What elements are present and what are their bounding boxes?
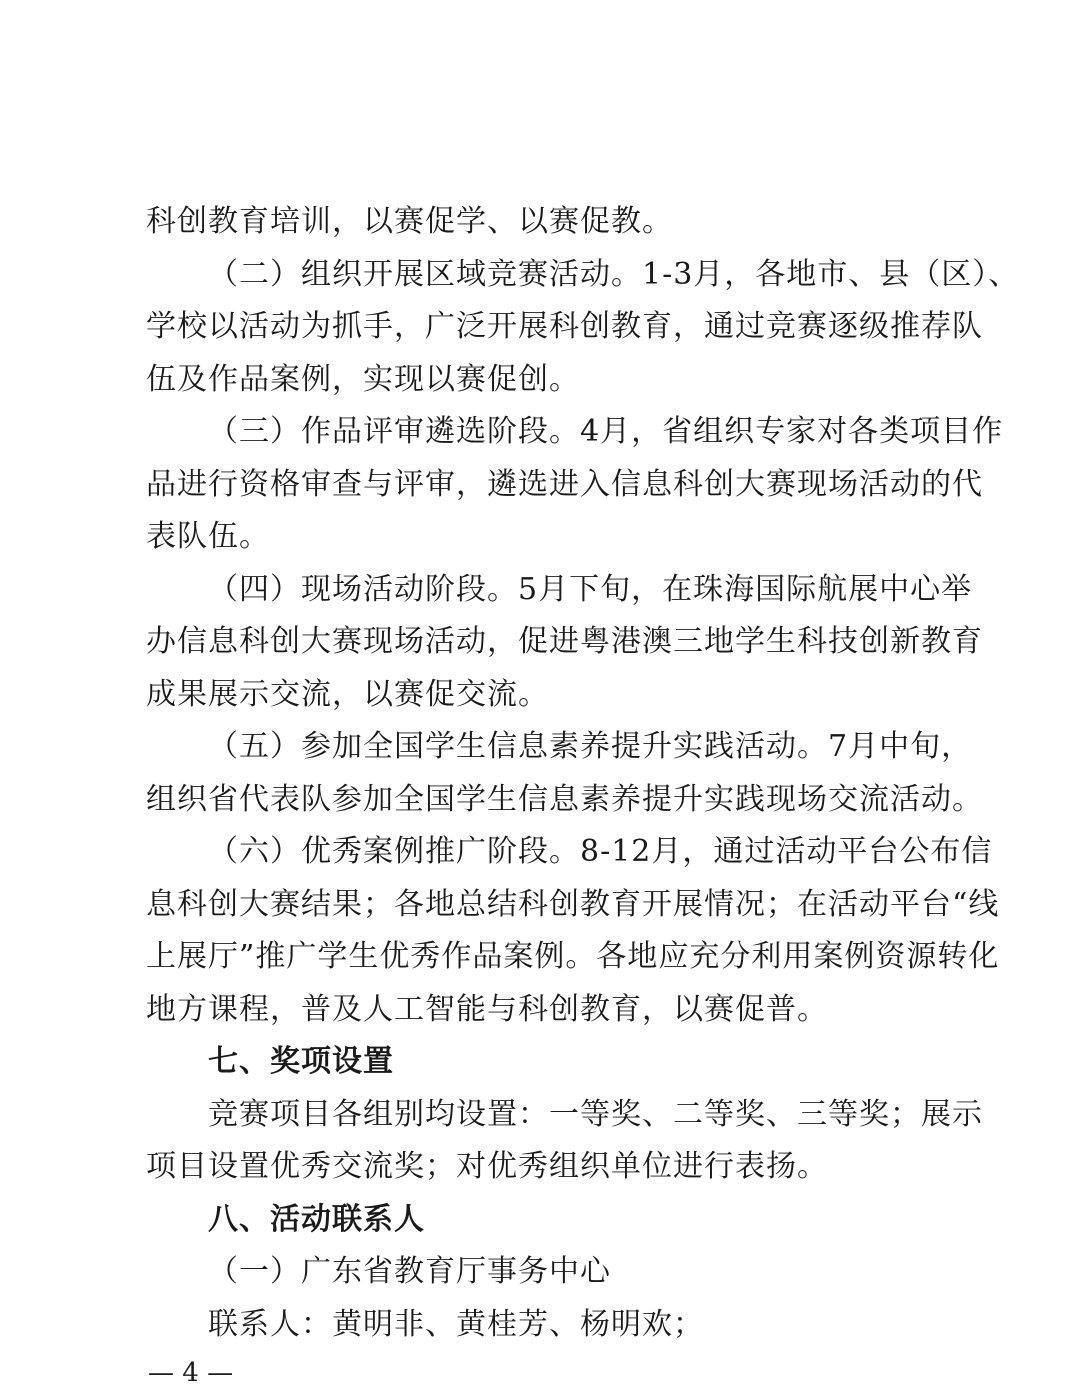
paragraph-line: 组织省代表队参加全国学生信息素养提升实践现场交流活动。 <box>146 781 983 817</box>
paragraph-line: 品进行资格审查与评审，遴选进入信息科创大赛现场活动的代 <box>146 466 983 502</box>
paragraph-line: 表队伍。 <box>146 519 270 554</box>
paragraph-line: 息科创大赛结果；各地总结科创教育开展情况；在活动平台“线 <box>146 886 1000 922</box>
paragraph-line: 办信息科创大赛现场活动，促进粤港澳三地学生科技创新教育 <box>146 624 983 659</box>
subsection-title: （一）广东省教育厅事务中心 <box>208 1254 611 1289</box>
paragraph-line: （六）优秀案例推广阶段。8-12月，通过活动平台公布信 <box>208 834 993 869</box>
paragraph-line: （五）参加全国学生信息素养提升实践活动。7月中旬， <box>208 729 973 764</box>
paragraph-line: （二）组织开展区域竞赛活动。1-3月，各地市、县（区）、 <box>208 256 1020 292</box>
paragraph-line: 伍及作品案例，实现以赛促创。 <box>146 361 580 397</box>
paragraph-line: 上展厅”推广学生优秀作品案例。各地应充分利用案例资源转化 <box>146 939 1000 974</box>
section-heading-awards: 七、奖项设置 <box>208 1044 394 1079</box>
paragraph-line: （四）现场活动阶段。5月下旬，在珠海国际航展中心举 <box>208 571 973 607</box>
paragraph-line: 地方课程，普及人工智能与科创教育，以赛促普。 <box>146 991 828 1027</box>
document-body <box>146 196 1020 1351</box>
paragraph-line: 科创教育培训，以赛促学、以赛促教。 <box>146 204 673 239</box>
paragraph-line: 项目设置优秀交流奖；对优秀组织单位进行表扬。 <box>146 1149 828 1184</box>
paragraph-line: 成果展示交流，以赛促交流。 <box>146 676 549 712</box>
page-number: — 4 — <box>148 1358 234 1388</box>
paragraph-line: 学校以活动为抓手，广泛开展科创教育，通过竞赛逐级推荐队 <box>146 309 983 344</box>
paragraph-line: 竞赛项目各组别均设置：一等奖、二等奖、三等奖；展示 <box>208 1096 983 1132</box>
contact-line: 联系人：黄明非、黄桂芳、杨明欢； <box>208 1306 704 1342</box>
paragraph-line: （三）作品评审遴选阶段。4月，省组织专家对各类项目作 <box>208 414 1004 449</box>
section-heading-contacts: 八、活动联系人 <box>208 1201 425 1237</box>
